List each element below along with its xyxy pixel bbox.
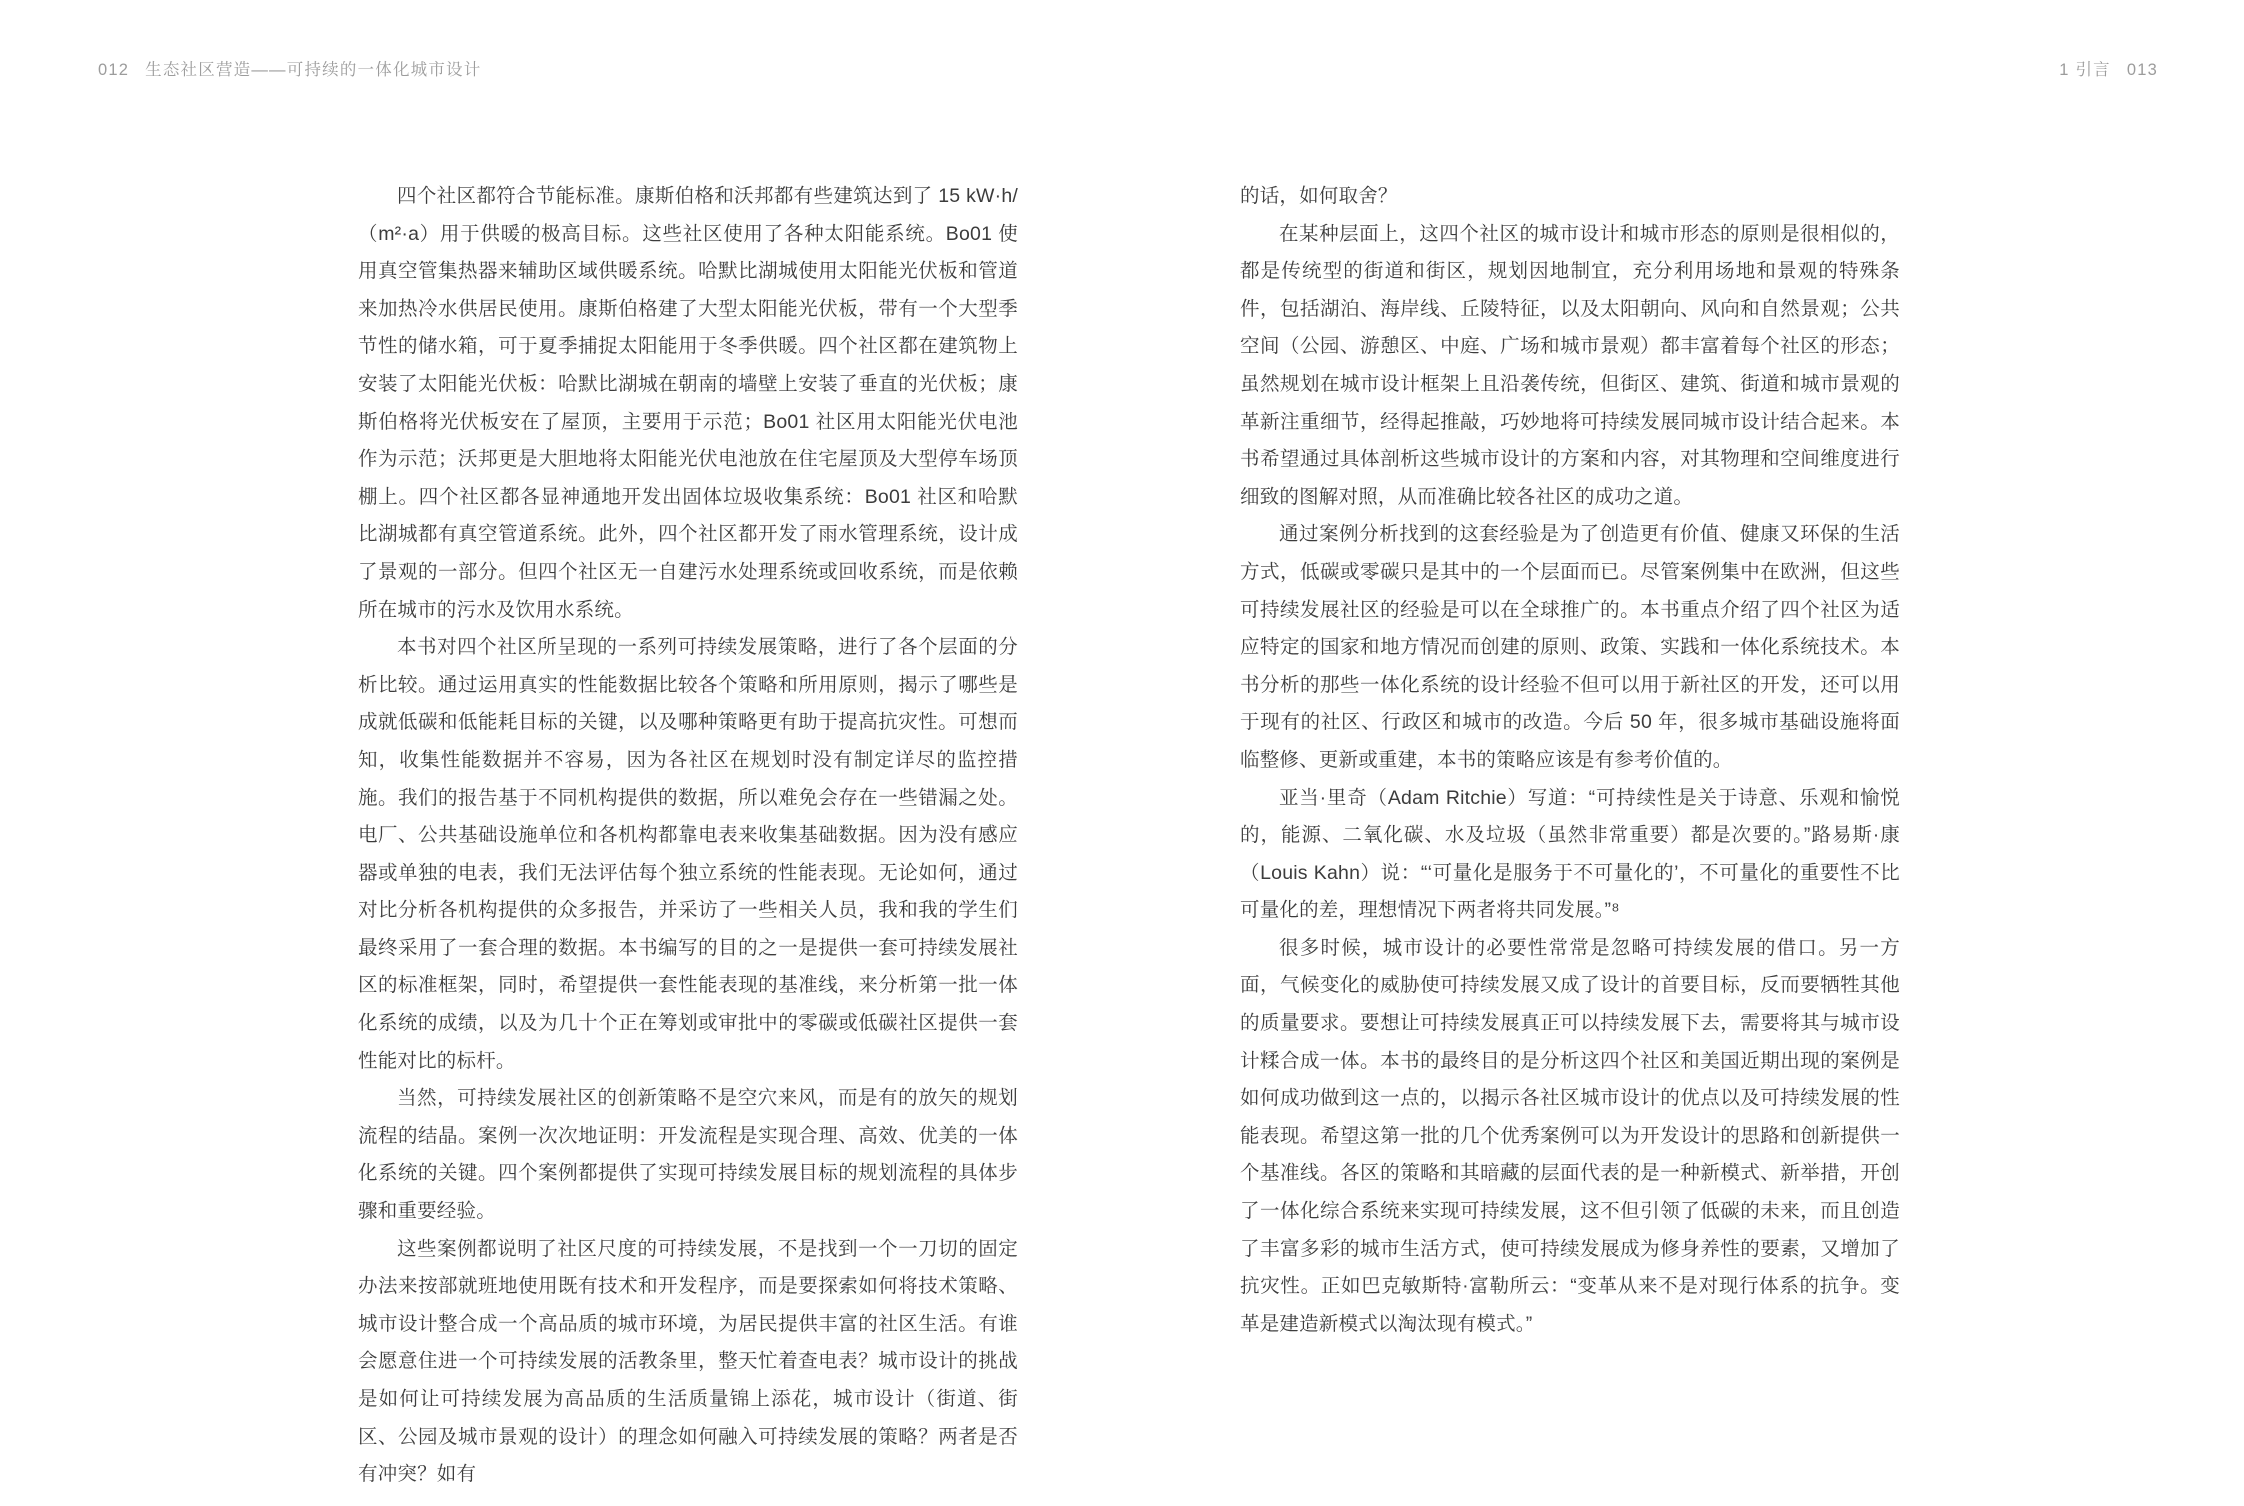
right-running-head <box>2059 56 2158 80</box>
paragraph-continuation: 的话，如何取舍？ <box>1240 185 1398 207</box>
paragraph-quotes-ritchie-kahn: 亚当·里奇（Adam Ritchie）写道：“可持续性是关于诗意、乐观和愉悦的，能源、二氧化碳、水及垃圾（虽然非常重要）都是次要的。”路易斯·康（Louis Kahn）说：“‘可量化是服务于不可量化的’，不可量化的重要性不比可量化的差，理想情况下两者将共同发展。”⁸ <box>1240 786 1900 922</box>
right-chapter-label: 1 引言 <box>2059 61 2111 79</box>
right-page-number: 013 <box>2126 61 2158 79</box>
paragraph-community-scale: 这些案例都说明了社区尺度的可持续发展，不是找到一个一刀切的固定办法来按部就班地使用既有技术和开发程序，而是要探索如何将技术策略、城市设计整合成一个高品质的城市环境，为居民提供丰富的社区生活。有谁会愿意住进一个可持续发展的活教条里，整天忙着查电表？城市设计的挑战是如何让可持续发展为高品质的生活质量锦上添花，城市设计（街道、街区、公园及城市景观的设计）的理念如何融入可持续发展的策略？两者是否有冲突？如有 <box>358 1237 1018 1486</box>
paragraph-innovation-planning: 当然，可持续发展社区的创新策略不是空穴来风，而是有的放矢的规划流程的结晶。案例一次次地证明：开发流程是实现合理、高效、优美的一体化系统的关键。四个案例都提供了实现可持续发展目标的规划流程的具体步骤和重要经验。 <box>358 1087 1018 1223</box>
paragraph-global-experience: 通过案例分析找到的这套经验是为了创造更有价值、健康又环保的生活方式，低碳或零碳只是其中的一个层面而已。尽管案例集中在欧洲，但这些可持续发展社区的经验是可以在全球推广的。本书重点介绍了四个社区为适应特定的国家和地方情况而创建的原则、政策、实践和一体化系统技术。本书分析的那些一体化系统的设计经验不但可以用于新社区的开发，还可以用于现有的社区、行政区和城市的改造。今后 50 年，很多城市基础设施将面临整修、更新或重建，本书的策略应该是有参考价值的。 <box>1240 523 1900 771</box>
left-running-head <box>98 56 481 80</box>
paragraph-energy-standards: 四个社区都符合节能标准。康斯伯格和沃邦都有些建筑达到了 15 kW·h/（m²·a）用于供暖的极高目标。这些社区使用了各种太阳能系统。Bo01 使用真空管集热器来辅助区域供暖系统。哈默比湖城使用太阳能光伏板和管道来加热冷水供居民使用。康斯伯格建了大型太阳能光伏板，带有一个大型季节性的储水箱，可于夏季捕捉太阳能用于冬季供暖。四个社区都在建筑物上安装了太阳能光伏板：哈默比湖城在朝南的墙壁上安装了垂直的光伏板；康斯伯格将光伏板安在了屋顶，主要用于示范；Bo01 社区用太阳能光伏电池作为示范；沃邦更是大胆地将太阳能光伏电池放在住宅屋顶及大型停车场顶棚上。四个社区都各显神通地开发出固体垃圾收集系统：Bo01 社区和哈默比湖城都有真空管道系统。此外，四个社区都开发了雨水管理系统，设计成了景观的一部分。但四个社区无一自建污水处理系统或回收系统，而是依赖所在城市的污水及饮用水系统。 <box>358 185 1018 621</box>
paragraph-strategy-comparison: 本书对四个社区所呈现的一系列可持续发展策略，进行了各个层面的分析比较。通过运用真实的性能数据比较各个策略和所用原则，揭示了哪些是成就低碳和低能耗目标的关键，以及哪种策略更有助于提高抗灾性。可想而知，收集性能数据并不容易，因为各社区在规划时没有制定详尽的监控措施。我们的报告基于不同机构提供的数据，所以难免会存在一些错漏之处。电厂、公共基础设施单位和各机构都靠电表来收集基础数据。因为没有感应器或单独的电表，我们无法评估每个独立系统的性能表现。无论如何，通过对比分析各机构提供的众多报告，并采访了一些相关人员，我和我的学生们最终采用了一套合理的数据。本书编写的目的之一是提供一套可持续发展社区的标准框架，同时，希望提供一套性能表现的基准线，来分析第一批一体化系统的成绩，以及为几十个正在筹划或审批中的零碳或低碳社区提供一套性能对比的标杆。 <box>358 636 1018 1072</box>
right-page-body <box>1240 178 1900 1343</box>
left-running-title: 生态社区营造——可持续的一体化城市设计 <box>145 61 482 79</box>
paragraph-urban-design-principles: 在某种层面上，这四个社区的城市设计和城市形态的原则是很相似的，都是传统型的街道和街区，规划因地制宜，充分利用场地和景观的特殊条件，包括湖泊、海岸线、丘陵特征，以及太阳朝向、风向和自然景观；公共空间（公园、游憩区、中庭、广场和城市景观）都丰富着每个社区的形态；虽然规划在城市设计框架上且沿袭传统，但街区、建筑、街道和城市景观的革新注重细节，经得起推敲，巧妙地将可持续发展同城市设计结合起来。本书希望通过具体剖析这些城市设计的方案和内容，对其物理和空间维度进行细致的图解对照，从而准确比较各社区的成功之道。 <box>1240 222 1900 508</box>
left-page-number: 012 <box>98 61 130 79</box>
paragraph-final-purpose: 很多时候，城市设计的必要性常常是忽略可持续发展的借口。另一方面，气候变化的威胁使可持续发展又成了设计的首要目标，反而要牺牲其他的质量要求。要想让可持续发展真正可以持续发展下去，需要将其与城市设计糅合成一体。本书的最终目的是分析这四个社区和美国近期出现的案例是如何成功做到这一点的，以揭示各社区城市设计的优点以及可持续发展的性能表现。希望这第一批的几个优秀案例可以为开发设计的思路和创新提供一个基准线。各区的策略和其暗藏的层面代表的是一种新模式、新举措，开创了一体化综合系统来实现可持续发展，这不但引领了低碳的未来，而且创造了丰富多彩的城市生活方式，使可持续发展成为修身养性的要素，又增加了抗灾性。正如巴克敏斯特·富勒所云：“变革从来不是对现行体系的抗争。变革是建造新模式以淘汰现有模式。” <box>1240 936 1900 1335</box>
left-page-body <box>358 178 1018 1494</box>
